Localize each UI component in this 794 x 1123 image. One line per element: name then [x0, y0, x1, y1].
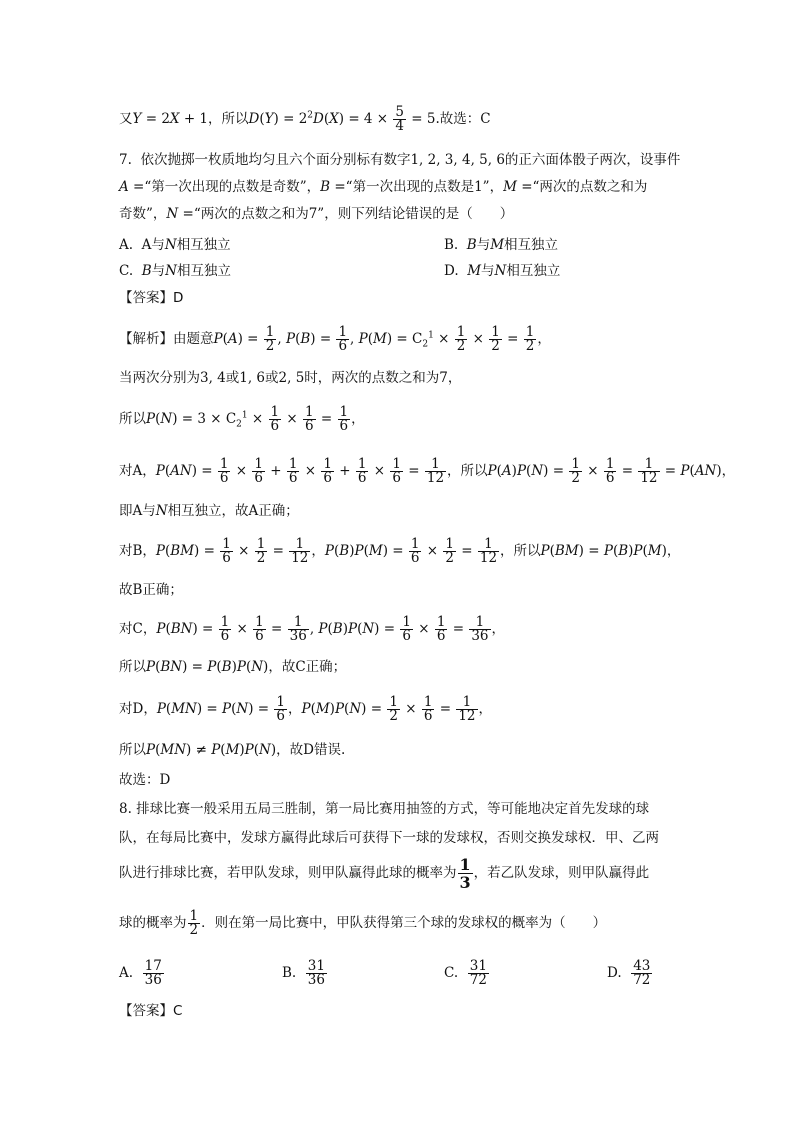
q7-option-a: A. A与N相互独立 [119, 237, 231, 253]
q7-answer: 【答案】D [119, 290, 184, 306]
q7-analysis-12: 故选：D [119, 772, 171, 788]
q7-analysis-8: 对C，P(BN) = $\frac{1}{6}$ × $\frac{1}{6}$ = $\frac{1}{36}$ , P(B)P(N) = $\frac{1}{6}$ × $\frac{1}{6}$ = $\frac{1}{36}$ ， [119, 614, 506, 644]
q7-analysis-4: 对A，P(AN) = $\frac{1}{6}$ × $\frac{1}{6}$ + $\frac{1}{6}$ × $\frac{1}{6}$ + $\frac{1}{6}$ × $\frac{1}{6}$ = $\frac{1}{12}$ ，所以P(A)P(N) = $\frac{1}{2}$ × $\frac{1}{6}$ = $\frac{1}{12}$ = P(AN)， [119, 456, 736, 486]
q7-analysis-10: 对D，P(MN) = P(N) = $\frac{1}{6}$ ，P(M)P(N) = $\frac{1}{2}$ × $\frac{1}{6}$ = $\frac{1}{12}$ ， [119, 694, 492, 724]
q8-option-a: A. $\frac{17}{36}$ [119, 958, 162, 988]
q7-line-2: A =“第一次出现的点数是奇数”，B =“第一次出现的点数是1”，M =“两次的点数之和为 [119, 179, 648, 195]
q8-option-b: B. $\frac{31}{36}$ [282, 958, 325, 988]
q7-analysis-11: 所以P(MN) ≠ P(M)P(N)，故D错误. [119, 742, 346, 758]
q7-line-1: 7. 依次抛掷一枚质地均匀且六个面分别标有数字1, 2, 3, 4, 5, 6的正六面体骰子两次，设事件 [119, 152, 681, 168]
q8-line-3: 队进行排球比赛，若甲队发球，则甲队赢得此球的概率为 $\frac{1}{3}$ ，若乙队发球，则甲队赢得此 [119, 855, 650, 892]
q8-line-2: 队，在每局比赛中，发球方赢得此球后可获得下一球的发球权，否则交换发球权．甲、乙两 [119, 830, 659, 846]
q7-analysis-2: 当两次分别为3, 4或1, 6或2, 5时，两次的点数之和为7， [119, 370, 462, 386]
q7-analysis-7: 故B正确； [119, 582, 183, 598]
q7-analysis-1: 【解析】由题意P(A) = $\frac{1}{2}$ , P(B) = $\frac{1}{6}$ , $P(M) = C_2^1$ × $\frac{1}{2}$ × $\frac{1}{2}$ = $\frac{1}{2}$ ， [119, 324, 551, 354]
q7-analysis-9: 所以P(BN) = P(B)P(N)，故C正确； [119, 659, 347, 675]
q7-option-d: D. M与N相互独立 [444, 263, 561, 279]
q7-analysis-3: 所以$P(N) = 3 \times C_2^1$ × $\frac{1}{6}$ × $\frac{1}{6}$ = $\frac{1}{6}$ ， [119, 404, 365, 434]
q8-option-d: D. $\frac{43}{72}$ [607, 958, 651, 988]
intro-line: 又Y = 2X + 1，所以$D(Y) = 2^2D(X) = 4$ × $\frac{5}{4}$ = 5.故选：C [119, 104, 491, 134]
q7-option-b: B. B与M相互独立 [444, 237, 559, 253]
q7-line-3: 奇数”，N =“两次的点数之和为7”，则下列结论错误的是（ ） [119, 206, 514, 222]
q8-option-c: C. $\frac{31}{72}$ [444, 958, 487, 988]
q7-option-c: C. B与N相互独立 [119, 263, 231, 279]
q8-answer: 【答案】C [119, 1003, 183, 1019]
q7-analysis-5: 即A与N相互独立，故A正确； [119, 503, 299, 519]
q8-line-1: 8. 排球比赛一般采用五局三胜制，第一局比赛用抽签的方式，等可能地决定首先发球的球 [119, 801, 650, 817]
q7-analysis-6: 对B，P(BM) = $\frac{1}{6}$ × $\frac{1}{2}$ = $\frac{1}{12}$ ，P(B)P(M) = $\frac{1}{6}$ × $\frac{1}{2}$ = $\frac{1}{12}$ ，所以P(BM) = P(B)P(M)， [119, 536, 681, 566]
q8-line-4: 球的概率为 $\frac{1}{2}$ ．则在第一局比赛中，甲队获得第三个球的发球权的概率为（ ） [119, 908, 607, 938]
